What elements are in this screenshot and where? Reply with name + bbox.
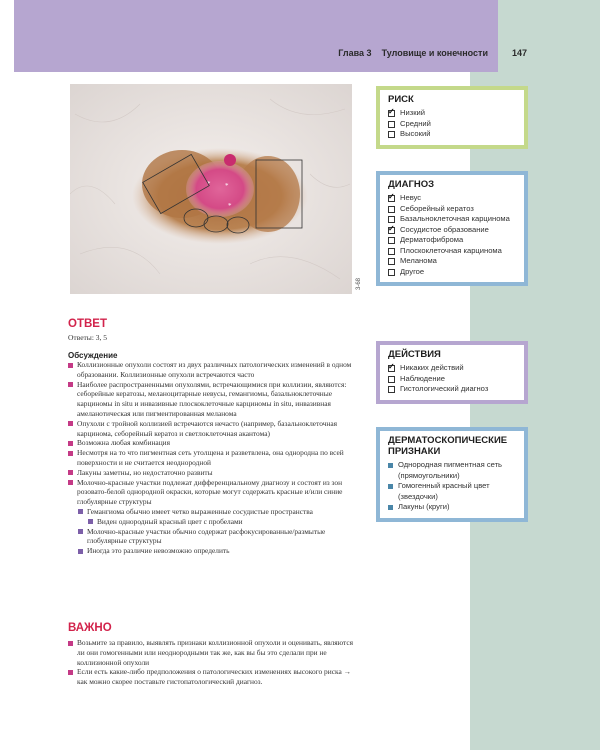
bullet-icon	[78, 529, 83, 534]
checkbox-icon[interactable]	[388, 376, 395, 383]
bullet-icon	[68, 641, 73, 646]
bullet-icon	[388, 463, 393, 468]
bullet-icon	[68, 421, 73, 426]
diagnosis-option[interactable]: ✓ Невус	[388, 193, 518, 204]
list-item: Если есть какие-либо предположения о патологических изменениях высокого риска → как можно скорее поставьте гистопатологический диагноз.	[68, 667, 362, 687]
svg-text:*: *	[207, 180, 211, 188]
bullet-icon	[68, 480, 73, 485]
diagnosis-option[interactable]: Меланома	[388, 256, 518, 267]
bullet-icon	[68, 441, 73, 446]
diagnosis-option[interactable]: ✓ Сосудистое образование	[388, 225, 518, 236]
important-heading: ВАЖНО	[68, 622, 112, 634]
figure-label: 3-68	[356, 277, 362, 290]
discussion-sublist	[68, 507, 362, 556]
checkbox-icon[interactable]	[388, 206, 395, 213]
diagnosis-option[interactable]: Себорейный кератоз	[388, 204, 518, 215]
action-option[interactable]: Гистологический диагноз	[388, 384, 518, 395]
answer-values: Ответы: 3, 5	[68, 333, 108, 342]
dermoscopic-signs-title: ДЕРМАТОСКОПИЧЕСКИЕ ПРИЗНАКИ	[388, 435, 508, 457]
checkbox-checked-icon[interactable]	[388, 227, 395, 234]
checkbox-icon[interactable]	[388, 386, 395, 393]
list-item: Молочно-красные участки подлежат дифференциальному диагнозу и состоят из зон розовато-белой однородной окраски, которые могут содержать красные и/или синие глобулярные структуры	[68, 478, 362, 507]
risk-option-low[interactable]: ✓ Низкий	[388, 108, 518, 119]
discussion-heading: Обсуждение	[68, 351, 118, 360]
checkbox-icon[interactable]	[388, 216, 395, 223]
list-item: Несмотря на то что пигментная сеть утолщена и разветвлена, она однородна по всей поверхности и не считается неоднородной	[68, 448, 362, 468]
action-option[interactable]: ✓ Никаких действий	[388, 363, 518, 374]
answer-section	[68, 318, 362, 556]
checkbox-icon[interactable]	[388, 269, 395, 276]
risk-option-medium[interactable]: Средний	[388, 119, 518, 130]
actions-title: ДЕЙСТВИЯ	[388, 349, 441, 360]
section-label: Туловище и конечности	[381, 48, 488, 58]
dermoscopy-illustration	[70, 84, 352, 294]
page-header	[14, 0, 498, 72]
diagnosis-box	[376, 171, 528, 286]
diagnosis-option[interactable]: Базальноклеточная карцинома	[388, 214, 518, 225]
list-item: Коллизионные опухоли состоят из двух различных патологических изменений в одном образовании. Коллизионные опухоли встречаются часто	[68, 360, 362, 380]
sign-item: Лакуны (круги)	[388, 502, 518, 513]
dermoscopic-signs-list	[380, 460, 524, 518]
sub-list-item: Виден однородный красный цвет с пробелами	[78, 517, 362, 527]
list-item: Наиболее распространенными опухолями, встречающимися при коллизии, являются: себорейные кератозы, меланоцитарные невусы, гемангиомы, базальноклеточные карциномы in situ и инвазивные плоскоклеточные карциномы in situ, инвазивная амеланотическая или пигментированная меланома	[68, 380, 362, 419]
checkbox-icon[interactable]	[388, 121, 395, 128]
chapter-label: Глава 3	[338, 48, 372, 58]
sign-item: Гомогенный красный цвет (звездочки)	[388, 481, 518, 502]
sub-list-item: Гемангиома обычно имеет четко выраженные сосудистые пространства	[78, 507, 362, 517]
important-list	[68, 638, 362, 687]
discussion-list	[68, 360, 362, 507]
svg-text:*: *	[225, 182, 229, 190]
bullet-icon	[68, 451, 73, 456]
actions-box	[376, 341, 528, 404]
dermoscopic-signs-box	[376, 427, 528, 522]
important-section	[68, 622, 362, 687]
action-option[interactable]: Наблюдение	[388, 374, 518, 385]
bullet-icon	[88, 519, 93, 524]
bullet-icon	[68, 382, 73, 387]
svg-text:*: *	[228, 202, 232, 210]
bullet-icon	[78, 509, 83, 514]
actions-list	[380, 363, 524, 400]
risk-list	[380, 108, 524, 145]
diagnosis-option[interactable]: Другое	[388, 267, 518, 278]
answer-heading: ОТВЕТ	[68, 318, 107, 330]
sign-item: Однородная пигментная сеть (прямоугольники)	[388, 460, 518, 481]
checkbox-icon[interactable]	[388, 248, 395, 255]
checkbox-icon[interactable]	[388, 258, 395, 265]
bullet-icon	[68, 470, 73, 475]
diagnosis-title: ДИАГНОЗ	[388, 179, 435, 190]
running-title	[338, 48, 488, 58]
list-item: Опухоли с тройной коллизией встречаются нечасто (например, базальноклеточная карцинома, себорейный кератоз и светлоклеточная акантома)	[68, 419, 362, 439]
bullet-icon	[68, 670, 73, 675]
list-item: Возможна любая комбинация	[68, 438, 362, 448]
sub-list-item: Молочно-красные участки обычно содержат расфокусированные/размытые глобулярные структуры	[78, 527, 362, 547]
risk-title: РИСК	[388, 94, 414, 105]
diagnosis-list	[380, 193, 524, 282]
dermoscopy-image	[70, 84, 352, 294]
diagnosis-option[interactable]: Дерматофиброма	[388, 235, 518, 246]
list-item: Возьмите за правило, выявлять признаки коллизионной опухоли и оценивать, являются ли они гомогенными или неоднородными так же, как вы бы это сделали при не коллизионной опухоли	[68, 638, 362, 667]
bullet-icon	[388, 505, 393, 510]
checkbox-icon[interactable]	[388, 237, 395, 244]
sub-list-item: Иногда это различие невозможно определить	[78, 546, 362, 556]
checkbox-checked-icon[interactable]	[388, 195, 395, 202]
checkbox-checked-icon[interactable]	[388, 365, 395, 372]
diagnosis-option[interactable]: Плоскоклеточная карцинома	[388, 246, 518, 257]
risk-box	[376, 86, 528, 149]
bullet-icon	[78, 549, 83, 554]
page-number: 147	[512, 48, 528, 58]
risk-option-high[interactable]: Высокий	[388, 129, 518, 140]
bullet-icon	[388, 484, 393, 489]
checkbox-icon[interactable]	[388, 131, 395, 138]
checkbox-checked-icon[interactable]	[388, 110, 395, 117]
list-item: Лакуны заметны, но недостаточно развиты	[68, 468, 362, 478]
bullet-icon	[68, 363, 73, 368]
